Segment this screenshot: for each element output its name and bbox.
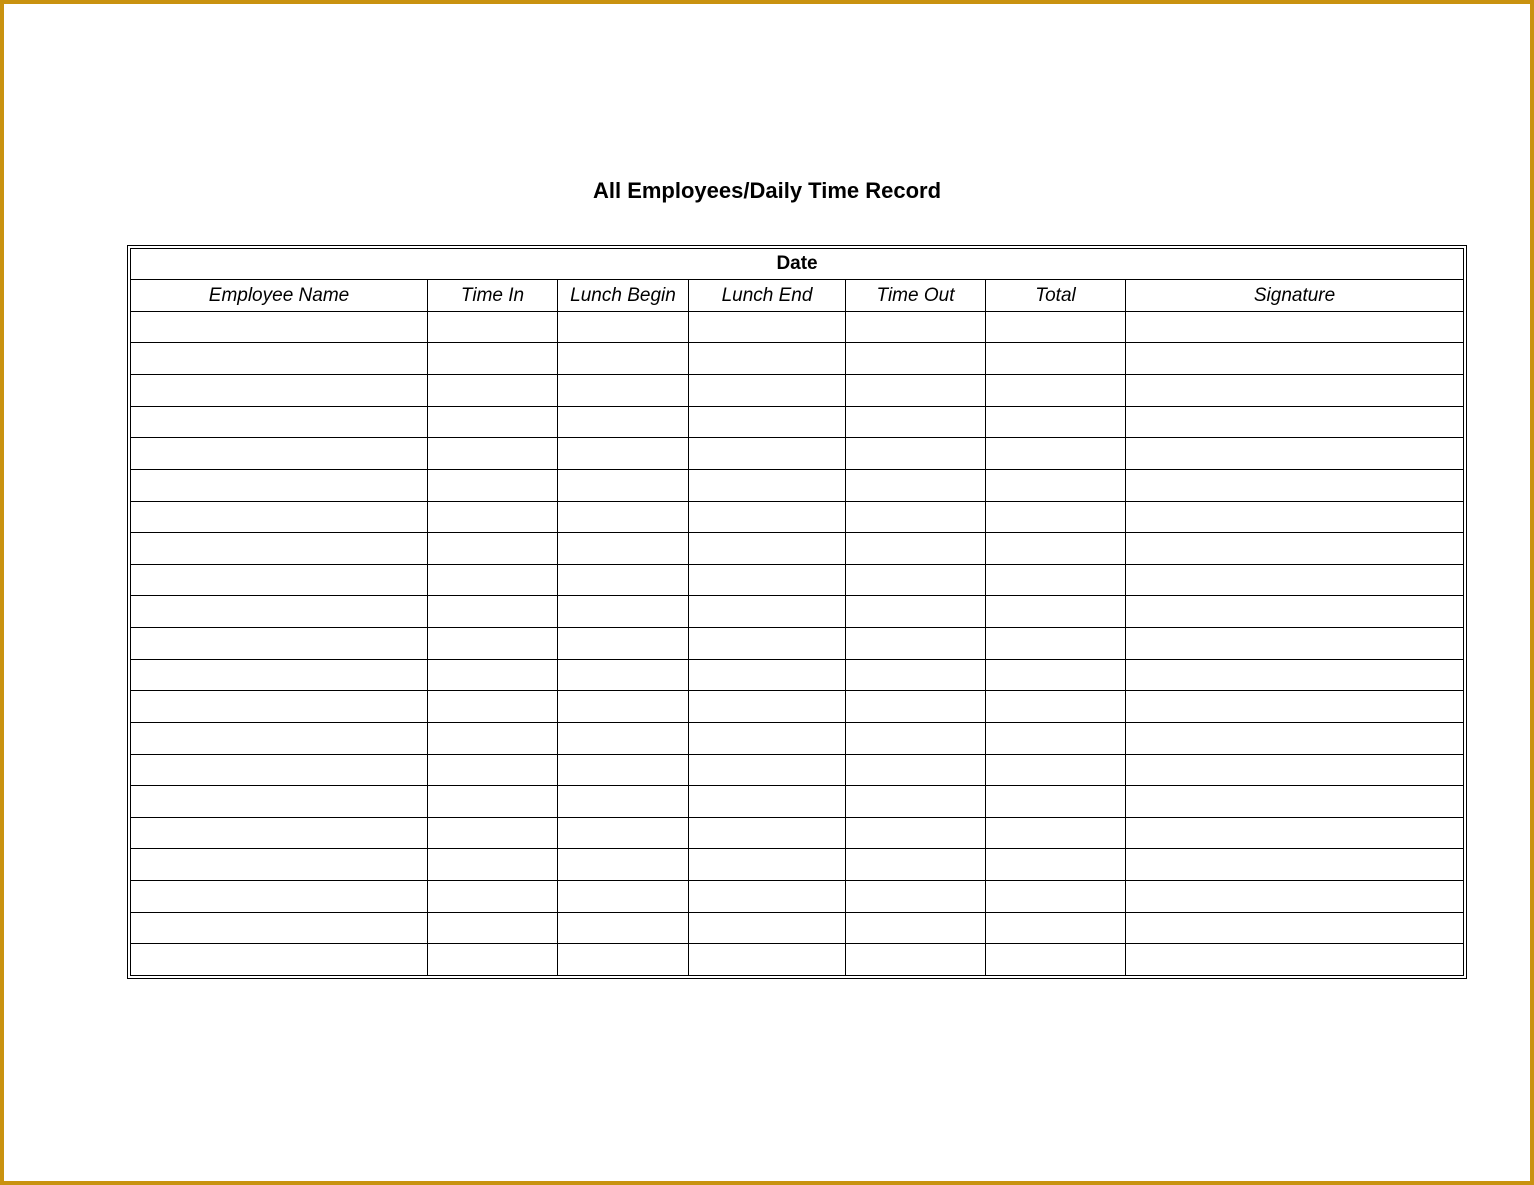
- entry-cell-signature[interactable]: [1126, 375, 1464, 407]
- entry-cell-signature[interactable]: [1126, 786, 1464, 818]
- entry-cell-total[interactable]: [986, 533, 1126, 565]
- entry-cell-time-in[interactable]: [428, 944, 558, 976]
- entry-cell-time-in[interactable]: [428, 343, 558, 375]
- entry-cell-time-in[interactable]: [428, 849, 558, 881]
- column-header-lunch-begin: Lunch Begin: [558, 280, 689, 311]
- entry-cell-employee-name[interactable]: [131, 501, 428, 533]
- entry-cell-time-out[interactable]: [846, 533, 986, 565]
- entry-cell-time-out[interactable]: [846, 754, 986, 786]
- table-row: [131, 881, 1464, 913]
- entry-cell-lunch-begin[interactable]: [558, 533, 689, 565]
- entry-cell-time-out[interactable]: [846, 944, 986, 976]
- entry-cell-employee-name[interactable]: [131, 786, 428, 818]
- entry-cell-lunch-end[interactable]: [689, 944, 846, 976]
- column-header-total: Total: [986, 280, 1126, 311]
- table-row: [131, 343, 1464, 375]
- entry-cell-time-in[interactable]: [428, 533, 558, 565]
- table-row: [131, 311, 1464, 343]
- entry-cell-total[interactable]: [986, 628, 1126, 660]
- entry-cell-employee-name[interactable]: [131, 944, 428, 976]
- entry-cell-employee-name[interactable]: [131, 406, 428, 438]
- entry-cell-total[interactable]: [986, 849, 1126, 881]
- entry-cell-time-in[interactable]: [428, 311, 558, 343]
- entry-cell-time-out[interactable]: [846, 691, 986, 723]
- column-header-signature: Signature: [1126, 280, 1464, 311]
- entry-cell-signature[interactable]: [1126, 881, 1464, 913]
- entry-cell-lunch-end[interactable]: [689, 881, 846, 913]
- entry-cell-employee-name[interactable]: [131, 533, 428, 565]
- entry-cell-time-in[interactable]: [428, 786, 558, 818]
- entry-cell-signature[interactable]: [1126, 438, 1464, 470]
- entry-cell-total[interactable]: [986, 438, 1126, 470]
- entry-cell-lunch-begin[interactable]: [558, 944, 689, 976]
- entry-cell-signature[interactable]: [1126, 817, 1464, 849]
- entry-cell-total[interactable]: [986, 722, 1126, 754]
- entry-cell-lunch-end[interactable]: [689, 659, 846, 691]
- entry-cell-time-in[interactable]: [428, 628, 558, 660]
- entry-cell-lunch-begin[interactable]: [558, 691, 689, 723]
- entry-cell-lunch-begin[interactable]: [558, 469, 689, 501]
- entry-cell-employee-name[interactable]: [131, 881, 428, 913]
- entry-cell-employee-name[interactable]: [131, 912, 428, 944]
- entry-cell-time-in[interactable]: [428, 722, 558, 754]
- date-header: Date: [131, 249, 1464, 280]
- entry-cell-signature[interactable]: [1126, 343, 1464, 375]
- entry-cell-time-in[interactable]: [428, 438, 558, 470]
- entry-cell-lunch-end[interactable]: [689, 469, 846, 501]
- table-row: [131, 438, 1464, 470]
- entry-cell-employee-name[interactable]: [131, 691, 428, 723]
- entry-cell-lunch-end[interactable]: [689, 564, 846, 596]
- entry-cell-time-in[interactable]: [428, 375, 558, 407]
- entry-cell-time-in[interactable]: [428, 469, 558, 501]
- entry-cell-lunch-begin[interactable]: [558, 375, 689, 407]
- entry-cell-lunch-begin[interactable]: [558, 596, 689, 628]
- entry-cell-total[interactable]: [986, 343, 1126, 375]
- entry-cell-lunch-begin[interactable]: [558, 501, 689, 533]
- entry-cell-lunch-end[interactable]: [689, 343, 846, 375]
- entry-cell-time-out[interactable]: [846, 343, 986, 375]
- table-row: [131, 754, 1464, 786]
- entry-cell-lunch-begin[interactable]: [558, 311, 689, 343]
- table-row: [131, 501, 1464, 533]
- entry-cell-signature[interactable]: [1126, 849, 1464, 881]
- entry-cell-signature[interactable]: [1126, 912, 1464, 944]
- entry-cell-time-in[interactable]: [428, 596, 558, 628]
- entry-cell-time-in[interactable]: [428, 501, 558, 533]
- entry-cell-total[interactable]: [986, 375, 1126, 407]
- entry-cell-signature[interactable]: [1126, 722, 1464, 754]
- entry-cell-lunch-end[interactable]: [689, 501, 846, 533]
- entry-cell-time-out[interactable]: [846, 469, 986, 501]
- entry-cell-lunch-end[interactable]: [689, 406, 846, 438]
- table-row: [131, 469, 1464, 501]
- table-row: [131, 691, 1464, 723]
- entry-cell-employee-name[interactable]: [131, 564, 428, 596]
- entry-cell-time-in[interactable]: [428, 406, 558, 438]
- entry-cell-lunch-end[interactable]: [689, 375, 846, 407]
- time-record-table-frame: [127, 245, 1467, 979]
- entry-cell-time-out[interactable]: [846, 628, 986, 660]
- entry-cell-employee-name[interactable]: [131, 343, 428, 375]
- entry-cell-signature[interactable]: [1126, 469, 1464, 501]
- entry-cell-lunch-end[interactable]: [689, 311, 846, 343]
- table-row: [131, 375, 1464, 407]
- entry-cell-signature[interactable]: [1126, 533, 1464, 565]
- entry-cell-time-out[interactable]: [846, 375, 986, 407]
- entry-cell-lunch-end[interactable]: [689, 533, 846, 565]
- entry-cell-total[interactable]: [986, 311, 1126, 343]
- entry-cell-signature[interactable]: [1126, 501, 1464, 533]
- entry-cell-employee-name[interactable]: [131, 628, 428, 660]
- entry-cell-employee-name[interactable]: [131, 311, 428, 343]
- entry-cell-total[interactable]: [986, 817, 1126, 849]
- date-header-row: [131, 249, 1464, 280]
- entry-cell-lunch-end[interactable]: [689, 912, 846, 944]
- time-record-table: [130, 248, 1464, 976]
- entry-cell-employee-name[interactable]: [131, 817, 428, 849]
- column-header-lunch-end: Lunch End: [689, 280, 846, 311]
- entry-cell-time-out[interactable]: [846, 564, 986, 596]
- entry-cell-time-in[interactable]: [428, 659, 558, 691]
- entry-cell-time-out[interactable]: [846, 438, 986, 470]
- entry-cell-total[interactable]: [986, 564, 1126, 596]
- entry-cell-signature[interactable]: [1126, 628, 1464, 660]
- table-row: [131, 596, 1464, 628]
- entry-cell-lunch-end[interactable]: [689, 628, 846, 660]
- entry-cell-lunch-begin[interactable]: [558, 406, 689, 438]
- entry-cell-total[interactable]: [986, 469, 1126, 501]
- entry-cell-lunch-begin[interactable]: [558, 438, 689, 470]
- column-header-employee-name: Employee Name: [131, 280, 428, 311]
- entry-cell-time-out[interactable]: [846, 786, 986, 818]
- entry-cell-signature[interactable]: [1126, 564, 1464, 596]
- entry-cell-lunch-begin[interactable]: [558, 722, 689, 754]
- table-row: [131, 944, 1464, 976]
- entry-cell-time-out[interactable]: [846, 849, 986, 881]
- time-record-body: [131, 311, 1464, 975]
- table-row: [131, 849, 1464, 881]
- column-header-time-in: Time In: [428, 280, 558, 311]
- entry-cell-lunch-end[interactable]: [689, 596, 846, 628]
- entry-cell-total[interactable]: [986, 754, 1126, 786]
- entry-cell-lunch-end[interactable]: [689, 849, 846, 881]
- entry-cell-employee-name[interactable]: [131, 849, 428, 881]
- entry-cell-time-out[interactable]: [846, 722, 986, 754]
- entry-cell-lunch-begin[interactable]: [558, 754, 689, 786]
- entry-cell-total[interactable]: [986, 596, 1126, 628]
- entry-cell-signature[interactable]: [1126, 406, 1464, 438]
- entry-cell-employee-name[interactable]: [131, 722, 428, 754]
- table-row: [131, 912, 1464, 944]
- entry-cell-lunch-begin[interactable]: [558, 912, 689, 944]
- table-row: [131, 564, 1464, 596]
- table-row: [131, 786, 1464, 818]
- entry-cell-time-out[interactable]: [846, 596, 986, 628]
- entry-cell-employee-name[interactable]: [131, 438, 428, 470]
- entry-cell-time-out[interactable]: [846, 881, 986, 913]
- table-row: [131, 722, 1464, 754]
- entry-cell-lunch-begin[interactable]: [558, 786, 689, 818]
- entry-cell-signature[interactable]: [1126, 754, 1464, 786]
- entry-cell-employee-name[interactable]: [131, 659, 428, 691]
- column-header-time-out: Time Out: [846, 280, 986, 311]
- entry-cell-lunch-end[interactable]: [689, 817, 846, 849]
- entry-cell-total[interactable]: [986, 501, 1126, 533]
- entry-cell-time-in[interactable]: [428, 754, 558, 786]
- entry-cell-total[interactable]: [986, 659, 1126, 691]
- entry-cell-time-out[interactable]: [846, 311, 986, 343]
- entry-cell-lunch-end[interactable]: [689, 722, 846, 754]
- entry-cell-total[interactable]: [986, 881, 1126, 913]
- entry-cell-total[interactable]: [986, 691, 1126, 723]
- entry-cell-lunch-begin[interactable]: [558, 881, 689, 913]
- entry-cell-signature[interactable]: [1126, 659, 1464, 691]
- entry-cell-lunch-begin[interactable]: [558, 343, 689, 375]
- entry-cell-time-out[interactable]: [846, 659, 986, 691]
- entry-cell-time-in[interactable]: [428, 881, 558, 913]
- entry-cell-signature[interactable]: [1126, 691, 1464, 723]
- entry-cell-time-in[interactable]: [428, 817, 558, 849]
- entry-cell-total[interactable]: [986, 786, 1126, 818]
- entry-cell-time-out[interactable]: [846, 912, 986, 944]
- entry-cell-employee-name[interactable]: [131, 469, 428, 501]
- entry-cell-signature[interactable]: [1126, 596, 1464, 628]
- table-row: [131, 628, 1464, 660]
- entry-cell-time-out[interactable]: [846, 501, 986, 533]
- entry-cell-lunch-end[interactable]: [689, 691, 846, 723]
- entry-cell-signature[interactable]: [1126, 311, 1464, 343]
- entry-cell-lunch-begin[interactable]: [558, 849, 689, 881]
- entry-cell-total[interactable]: [986, 944, 1126, 976]
- entry-cell-lunch-end[interactable]: [689, 754, 846, 786]
- entry-cell-time-in[interactable]: [428, 564, 558, 596]
- entry-cell-total[interactable]: [986, 912, 1126, 944]
- table-row: [131, 817, 1464, 849]
- entry-cell-employee-name[interactable]: [131, 754, 428, 786]
- entry-cell-time-out[interactable]: [846, 817, 986, 849]
- entry-cell-lunch-end[interactable]: [689, 438, 846, 470]
- entry-cell-employee-name[interactable]: [131, 596, 428, 628]
- entry-cell-total[interactable]: [986, 406, 1126, 438]
- entry-cell-time-out[interactable]: [846, 406, 986, 438]
- entry-cell-employee-name[interactable]: [131, 375, 428, 407]
- entry-cell-time-in[interactable]: [428, 691, 558, 723]
- table-row: [131, 533, 1464, 565]
- column-header-row: [131, 280, 1464, 311]
- entry-cell-lunch-begin[interactable]: [558, 817, 689, 849]
- entry-cell-time-in[interactable]: [428, 912, 558, 944]
- entry-cell-signature[interactable]: [1126, 944, 1464, 976]
- table-row: [131, 659, 1464, 691]
- entry-cell-lunch-begin[interactable]: [558, 659, 689, 691]
- document-title: All Employees/Daily Time Record: [592, 178, 942, 203]
- entry-cell-lunch-begin[interactable]: [558, 564, 689, 596]
- table-row: [131, 406, 1464, 438]
- entry-cell-lunch-begin[interactable]: [558, 628, 689, 660]
- entry-cell-lunch-end[interactable]: [689, 786, 846, 818]
